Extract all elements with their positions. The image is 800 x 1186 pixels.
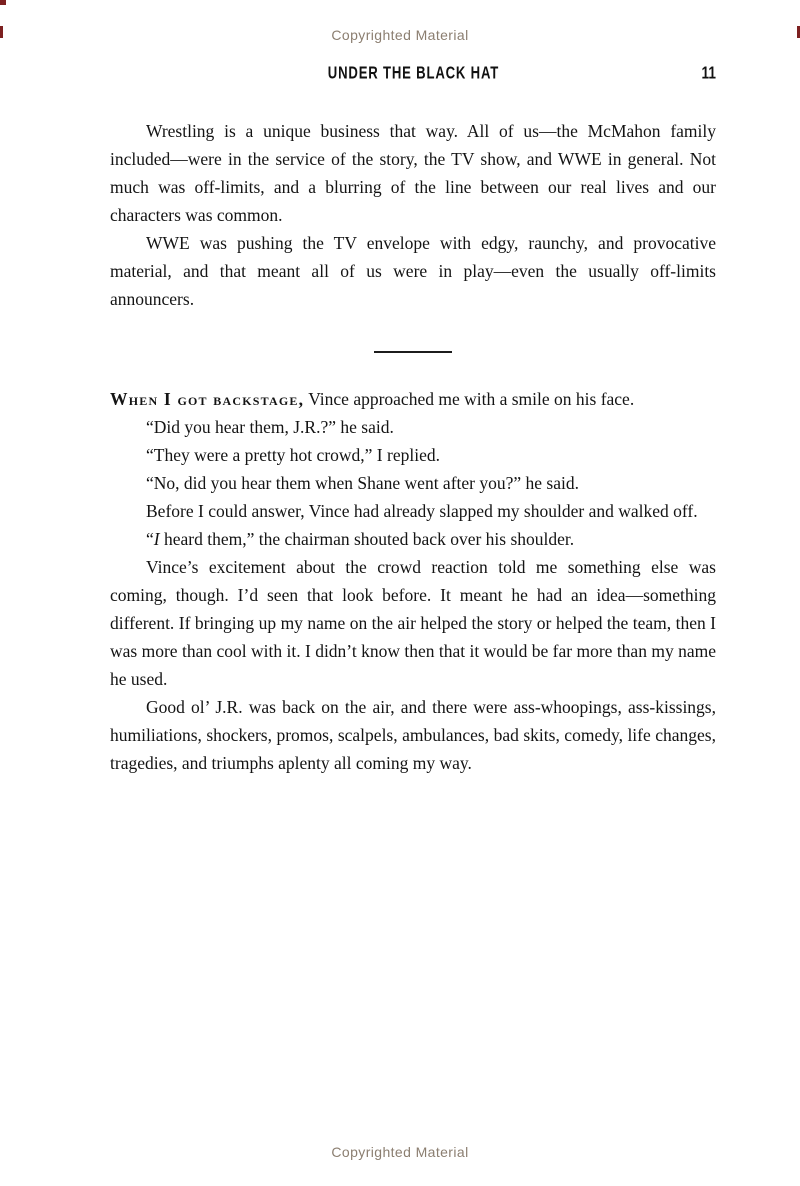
text-run: “Did you hear them, J.R.?” he said.	[146, 417, 394, 437]
paragraph	[110, 385, 716, 413]
scan-artifact	[0, 0, 6, 5]
book-title: UNDER THE BLACK HAT	[327, 63, 499, 83]
page-body	[110, 117, 716, 777]
paragraph	[110, 441, 716, 469]
paragraph	[110, 117, 716, 229]
text-run-smallcaps: When I got backstage,	[110, 389, 305, 409]
paragraph	[110, 553, 716, 693]
text-run: “No, did you hear them when Shane went after you?” he said.	[146, 473, 579, 493]
paragraph	[110, 229, 716, 313]
text-run: “	[146, 529, 154, 549]
running-header	[110, 65, 716, 85]
paragraph	[110, 693, 716, 777]
text-run: Before I could answer, Vince had already slapped my shoulder and walked off.	[146, 501, 698, 521]
copyright-notice-top: Copyrighted Material	[331, 27, 469, 43]
text-run: Wrestling is a unique business that way. All of us—the McMahon family included—were in the service of the story, the TV show, and WWE in general. Not much was off-limits, and a blurring of the line between our real lives and our characters was common.	[110, 121, 716, 225]
text-run: WWE was pushing the TV envelope with edgy, raunchy, and provocative material, and that meant all of us were in play—even the usually off-limits announcers.	[110, 233, 716, 309]
paragraph	[110, 525, 716, 553]
text-run: Good ol’ J.R. was back on the air, and there were ass-whoopings, ass-kissings, humiliations, shockers, promos, scalpels, ambulances, bad skits, comedy, life changes, tragedies, and triumphs aplenty all coming my way.	[110, 697, 716, 773]
paragraph	[110, 497, 716, 525]
text-run: heard them,” the chairman shouted back over his shoulder.	[159, 529, 575, 549]
page-number: 11	[701, 63, 716, 83]
text-run: Vince’s excitement about the crowd reaction told me something else was coming, though. I’d seen that look before. It meant he had an idea—something different. If bringing up my name on the air helped the story or helped the team, then I was more than cool with it. I didn’t know then that it would be far more than my name he used.	[110, 557, 716, 689]
text-run: “They were a pretty hot crowd,” I replied.	[146, 445, 440, 465]
paragraph	[110, 469, 716, 497]
section-divider	[374, 351, 452, 353]
scan-artifact	[0, 26, 3, 38]
text-run: Vince approached me with a smile on his face.	[304, 389, 635, 409]
copyright-notice-bottom: Copyrighted Material	[331, 1144, 469, 1160]
paragraph	[110, 413, 716, 441]
text-run-italic: I	[153, 529, 160, 549]
